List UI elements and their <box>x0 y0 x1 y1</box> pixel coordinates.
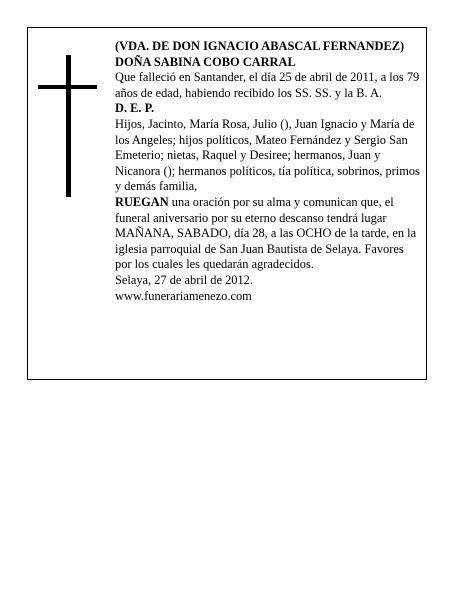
website-link: www.funerariamenezo.com <box>115 288 252 303</box>
date-line: Selaya, 27 de abril de 2012. <box>115 272 253 287</box>
family-list: Hijos, Jacinto, María Rosa, Julio (), Juan Ignacio y María de los Angeles; hijos políticos, Mateo Fernández y Sergio San Emeterio; nietas, Raquel y Desiree; hermanos, Juan y Nicanora (); hermanos políticos, tía política, sobrinos, primos y demás familia, <box>115 116 420 194</box>
ruegan-word: RUEGAN <box>115 194 169 209</box>
death-details: Que falleció en Santander, el día 25 de abril de 2011, a los 79 años de edad, habiendo recibido los SS. SS. y la B. A. <box>115 70 420 100</box>
widow-header: (VDA. DE DON IGNACIO ABASCAL FERNANDEZ) <box>115 39 405 53</box>
funeral-details: una oración por su alma y comunican que, el funeral aniversario por su eterno descanso tendrá lugar MAÑANA, SABADO, día 28, a las OCHO de la tarde, en la iglesia parroquial de San Juan Bautista de Selaya. Favores por los cuales les quedarán agradecidos. <box>115 194 417 272</box>
obituary-notice <box>27 27 427 380</box>
dep-line: D. E. P. <box>115 101 155 116</box>
funeral-announcement <box>115 195 420 273</box>
notice-text <box>115 39 420 304</box>
deceased-name: DOÑA SABINA COBO CARRAL <box>115 54 296 69</box>
